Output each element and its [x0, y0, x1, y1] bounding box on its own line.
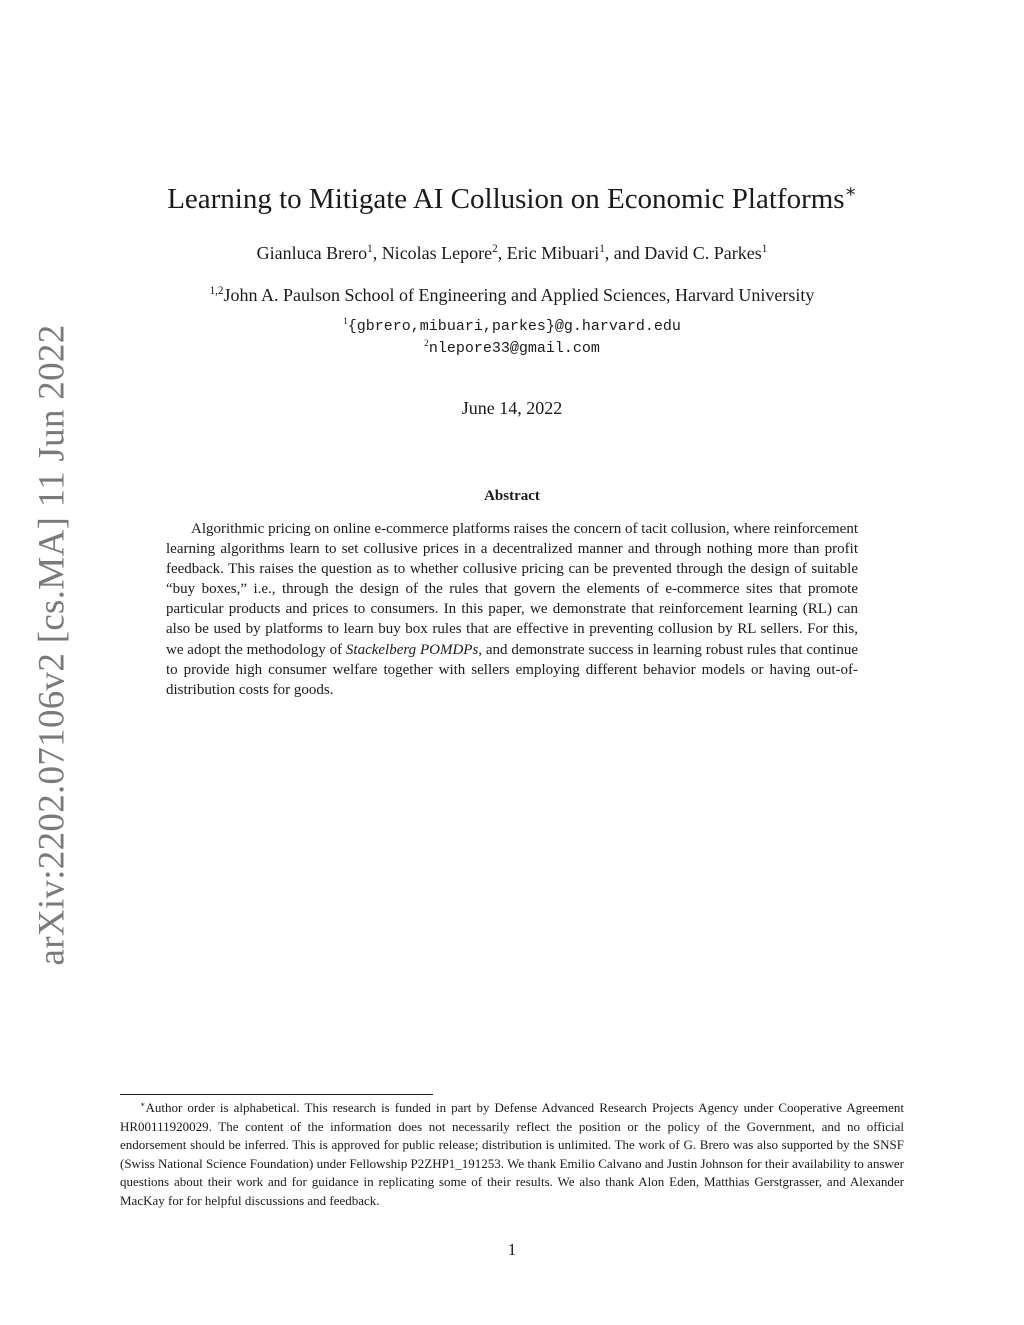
abstract-body	[166, 519, 858, 700]
paper-title	[0, 180, 1024, 216]
author-separator: ,	[497, 243, 507, 263]
footnote-marker: ∗	[140, 1100, 146, 1110]
author-affiliation-mark: 2	[492, 243, 498, 256]
email-mark: 1	[343, 317, 348, 328]
footnote-text: Author order is alphabetical. This research is funded in part by Defense Advanced Research Projects Agency under Cooperative Agreement HR00111920029. The content of the information does not necessarily reflect the position or the policy of the Government, and no official endorsement should be inferred. This is approved for public release; distribution is unlimited. The work of G. Brero was also supported by the SNSF (Swiss National Science Foundation) under Fellowship P2ZHP1_191253. We thank Emilio Calvano and Justin Johnson for their availability to answer questions about their work and for guidance in replicating some of their results. We also thank Alon Eden, Matthias Gerstgrasser, and Alexander MacKay for for helpful discussions and feedback.	[120, 1100, 904, 1208]
email-mark: 2	[424, 339, 429, 350]
abstract-text: Algorithmic pricing on online e-commerce platforms raises the concern of tacit collusion, where reinforcement learning algorithms learn to set collusive prices in a decentralized manner and through nothing more than profit feedback. This raises the question as to whether collusive pricing can be prevented through the design of suitable “buy boxes,” i.e., through the design of the rules that govern the elements of e-commerce sites that promote particular products and prices to consumers. In this paper, we demonstrate that reinforcement learning (RL) can also be used by platforms to learn buy box rules that are effective in preventing collusion by RL sellers. For this, we adopt the methodology of	[166, 521, 858, 658]
author-separator: , and	[604, 243, 645, 263]
author-name: David C. Parkes	[644, 243, 762, 263]
abstract-text: , and demonstrate success in learning robust rules that continue to provide high consumer welfare together with sellers employing different behavior models or having out-of-distribution costs for goods.	[166, 641, 858, 698]
author-name: Eric Mibuari	[506, 243, 600, 263]
abstract-heading: Abstract	[484, 488, 540, 504]
title-footnote-marker: ∗	[844, 180, 857, 201]
arxiv-identifier-stamp: arXiv:2202.07106v2 [cs.MA] 11 Jun 2022	[31, 324, 73, 966]
author-affiliation-mark: 1	[761, 243, 768, 256]
publication-date: June 14, 2022	[461, 398, 563, 418]
affiliation-mark: 1,2	[209, 285, 224, 298]
affiliation-text: John A. Paulson School of Engineering and Applied Sciences, Harvard University	[223, 285, 815, 305]
author-list	[0, 243, 1024, 264]
abstract-emphasis: Stackelberg POMDPs	[345, 641, 479, 658]
page-number: 1	[507, 1240, 517, 1259]
author-separator: ,	[372, 243, 382, 263]
email-line	[0, 340, 1024, 357]
author-affiliation-mark: 1	[367, 243, 373, 256]
author-affiliation-mark: 1	[599, 243, 605, 256]
paper-title-text: Learning to Mitigate AI Collusion on Economic Platforms	[167, 183, 845, 215]
footnote-divider	[120, 1094, 433, 1095]
author-name: Gianluca Brero	[256, 243, 368, 263]
email-address: nlepore33@gmail.com	[428, 340, 600, 357]
affiliation	[0, 285, 1024, 306]
author-name: Nicolas Lepore	[381, 243, 493, 263]
email-address: {gbrero,mibuari,parkes}@g.harvard.edu	[347, 318, 681, 335]
footnote	[120, 1099, 904, 1210]
email-line	[0, 318, 1024, 335]
